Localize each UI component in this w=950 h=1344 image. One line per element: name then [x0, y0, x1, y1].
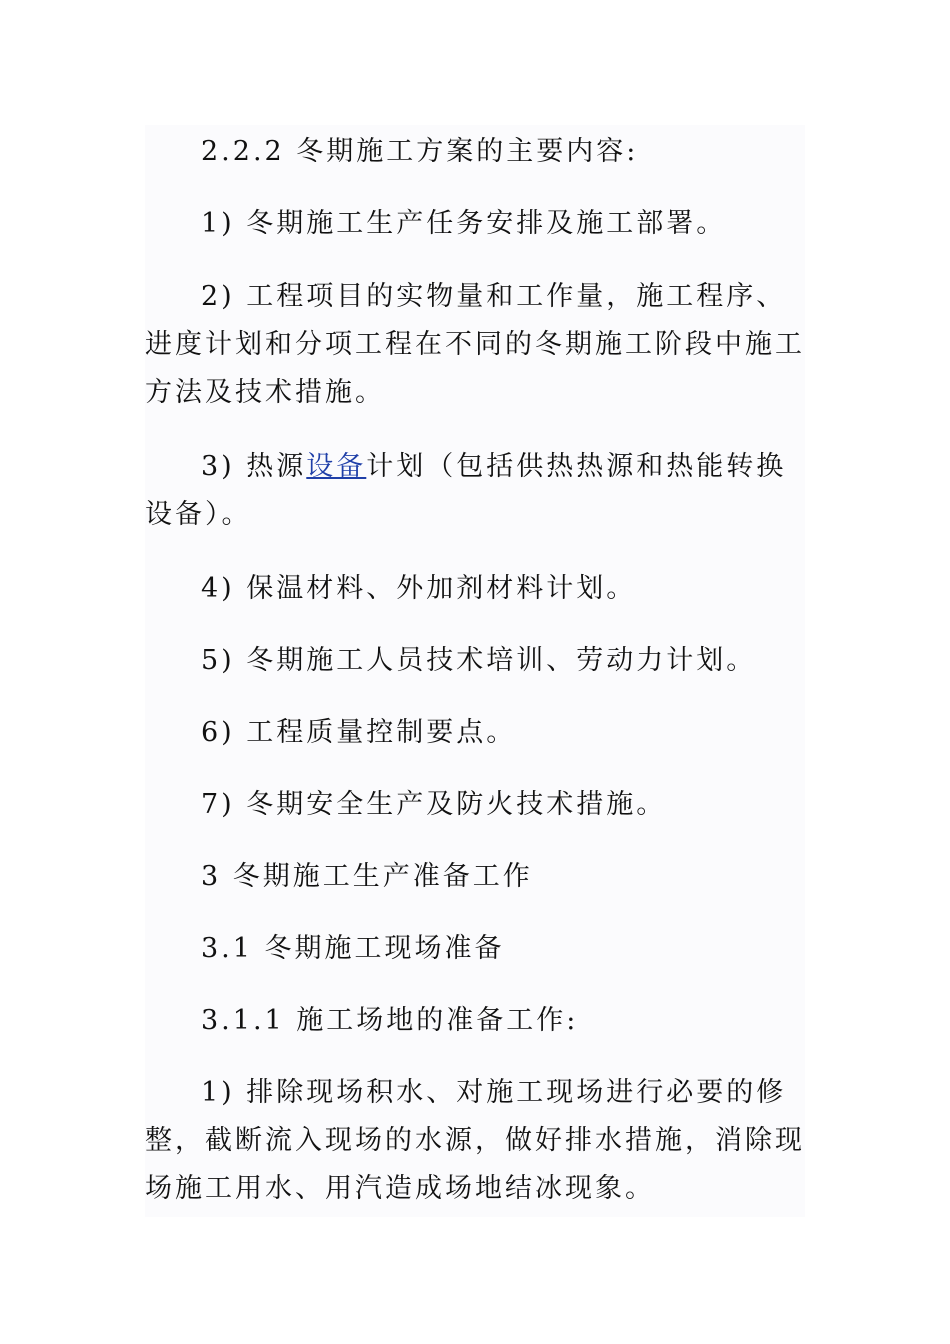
list-item-site-1: 1) 排除现场积水、对施工现场进行必要的修整，截断流入现场的水源，做好排水措施，消除现场施工用水、用汽造成场地结冰现象。 — [145, 1077, 805, 1204]
equipment-link[interactable]: 设备 — [306, 451, 367, 482]
list-item-2: 2) 工程项目的实物量和工作量，施工程序、进度计划和分项工程在不同的冬期施工阶段中施工方法及技术措施。 — [145, 281, 805, 408]
list-item-4: 4) 保温材料、外加剂材料计划。 — [201, 573, 637, 604]
document-body — [145, 125, 805, 1217]
heading-2-2-2: 2.2.2 冬期施工方案的主要内容: — [201, 136, 639, 167]
list-item-7: 7) 冬期安全生产及防火技术措施。 — [201, 789, 667, 820]
list-item-3 — [145, 443, 805, 539]
list-item-3-prefix: 3) 热源 — [201, 451, 307, 482]
section-heading-3-1-1: 3.1.1 施工场地的准备工作: — [201, 1005, 579, 1036]
list-item-6: 6) 工程质量控制要点。 — [201, 717, 517, 748]
section-heading-3-1: 3.1 冬期施工现场准备 — [201, 933, 505, 964]
list-item-1: 1) 冬期施工生产任务安排及施工部署。 — [201, 208, 727, 239]
list-item-5: 5) 冬期施工人员技术培训、劳动力计划。 — [201, 645, 757, 676]
list-item-3-suffix: 计划（包括供热热源和热能转换设备）。 — [145, 451, 787, 530]
section-heading-3: 3 冬期施工生产准备工作 — [201, 861, 533, 892]
